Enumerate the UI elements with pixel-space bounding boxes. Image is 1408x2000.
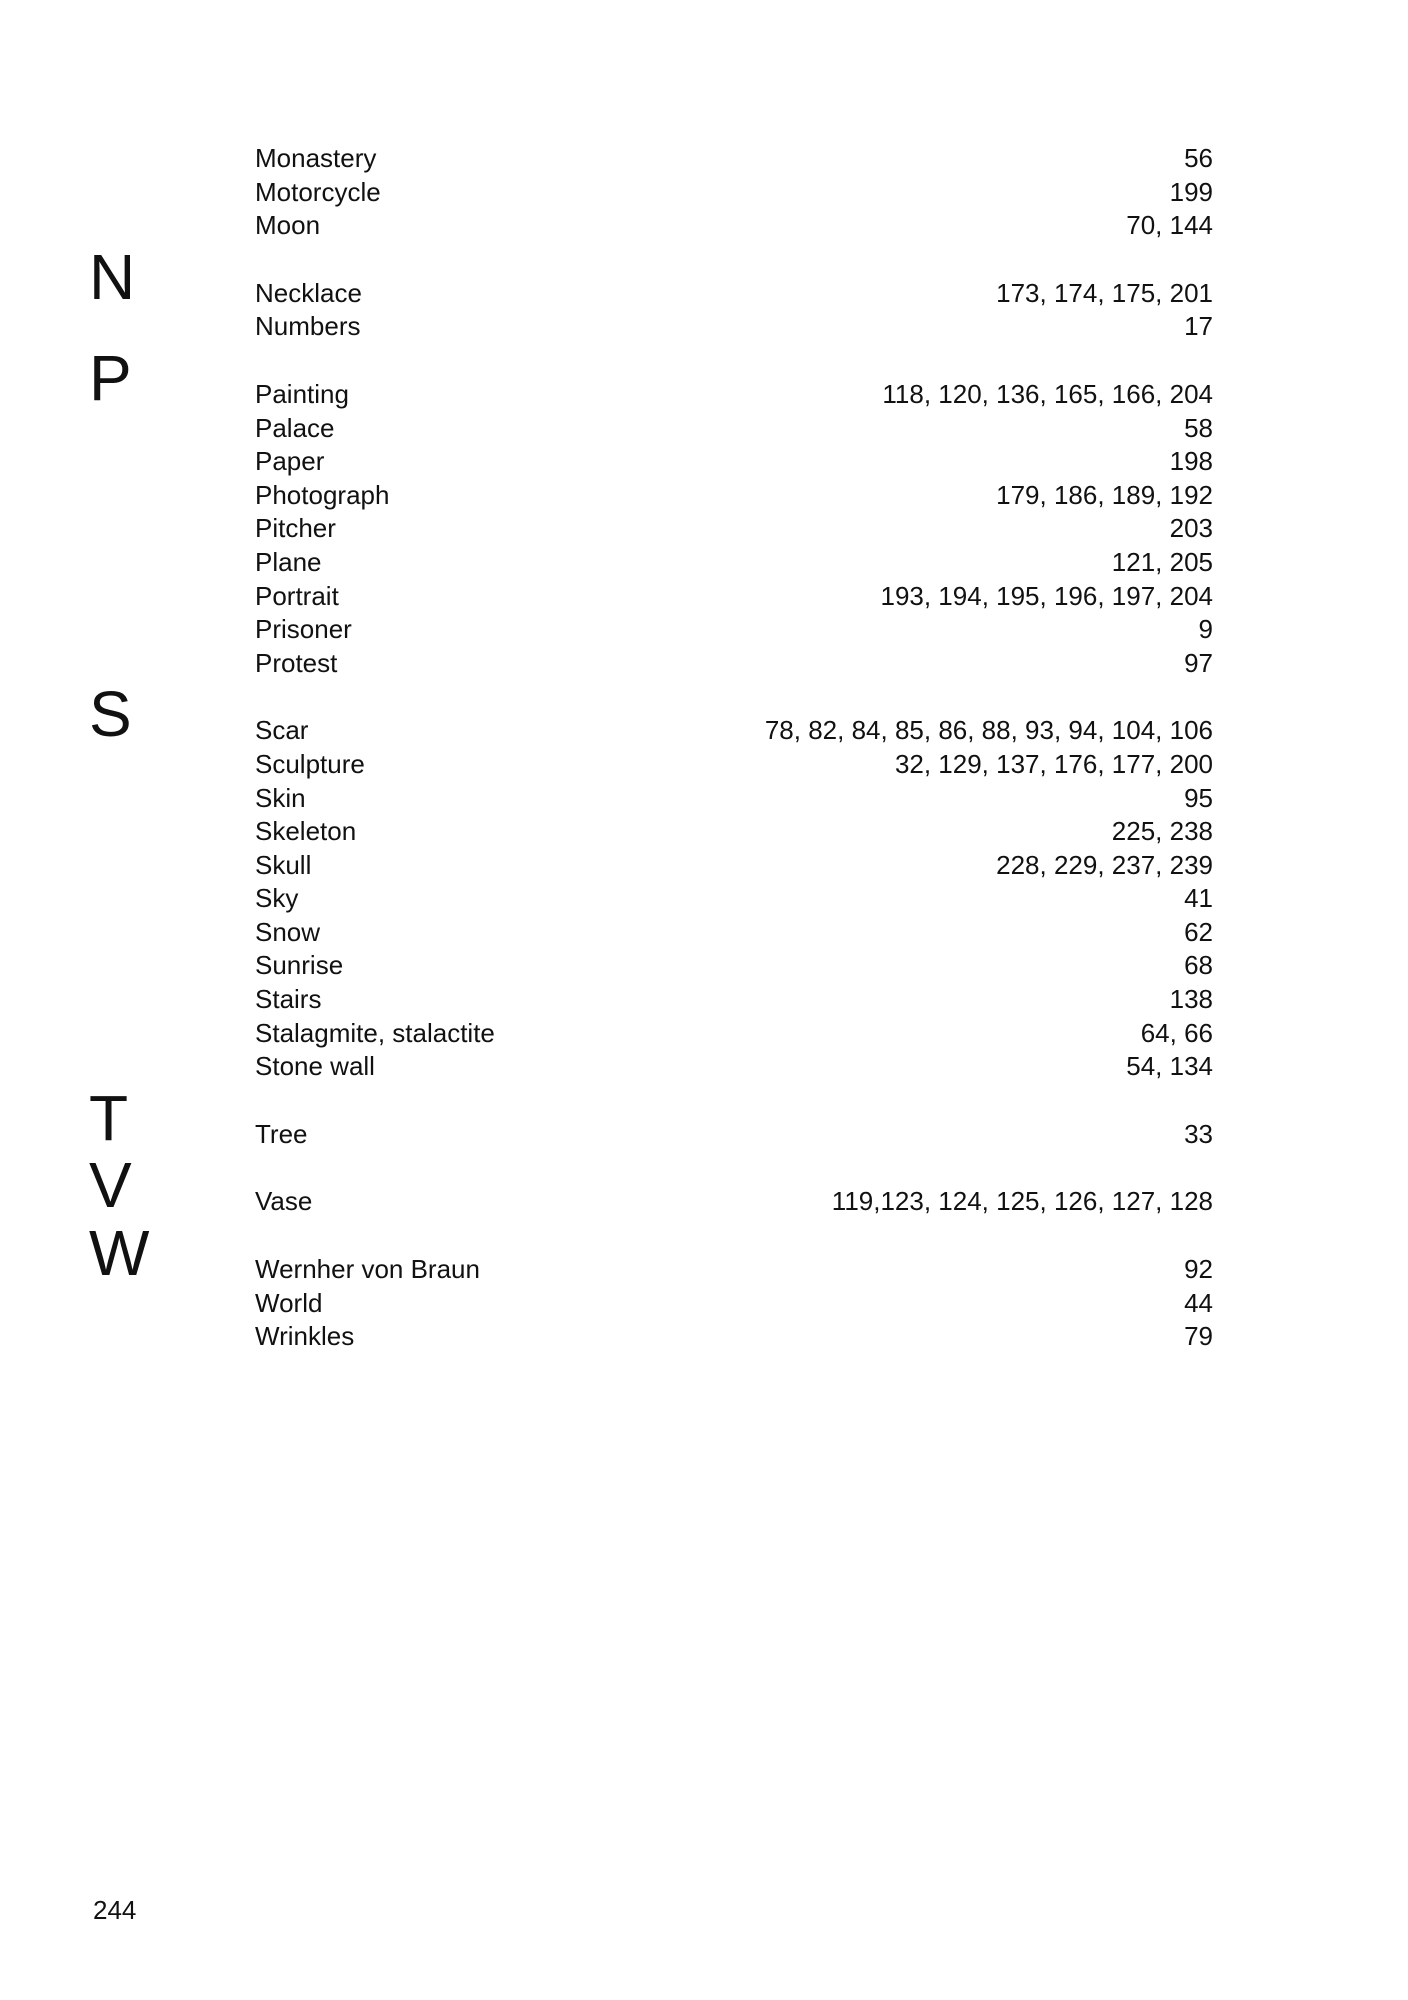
index-page-refs: 179, 186, 189, 192 xyxy=(996,479,1213,510)
index-term: World xyxy=(255,1287,323,1318)
index-entry xyxy=(0,1050,1408,1084)
index-entry xyxy=(0,580,1408,614)
section-letter: N xyxy=(89,240,136,313)
index-term: Moon xyxy=(255,210,321,241)
index-entry xyxy=(0,882,1408,916)
index-page-refs: 56 xyxy=(1184,143,1213,173)
index-list xyxy=(0,142,1408,1354)
index-term: Sculpture xyxy=(255,748,365,779)
section-letter: P xyxy=(89,341,132,414)
index-page-refs: 138 xyxy=(1169,984,1213,1015)
index-term: Skin xyxy=(255,782,306,813)
index-group xyxy=(0,678,1408,1084)
index-entry xyxy=(0,142,1408,176)
index-entry xyxy=(0,1253,1408,1287)
index-entry xyxy=(0,310,1408,344)
index-page-refs: 33 xyxy=(1184,1118,1213,1149)
index-page-refs: 79 xyxy=(1184,1321,1213,1352)
index-entry xyxy=(0,714,1408,748)
index-entry xyxy=(0,479,1408,513)
index-term: Painting xyxy=(255,378,349,409)
index-entry xyxy=(0,209,1408,243)
section-letter: V xyxy=(89,1149,132,1222)
index-entry xyxy=(0,546,1408,580)
index-page-refs: 17 xyxy=(1184,311,1213,342)
index-page-refs: 228, 229, 237, 239 xyxy=(996,849,1213,880)
index-entry xyxy=(0,782,1408,816)
index-term: Tree xyxy=(255,1118,308,1149)
index-page-refs: 203 xyxy=(1169,513,1213,544)
index-group xyxy=(0,341,1408,680)
index-entry xyxy=(0,815,1408,849)
index-group xyxy=(0,240,1408,344)
index-term: Stone wall xyxy=(255,1051,375,1082)
index-page-refs: 68 xyxy=(1184,950,1213,981)
index-term: Motorcycle xyxy=(255,176,381,207)
index-term: Stairs xyxy=(255,984,322,1015)
index-entry xyxy=(0,1320,1408,1354)
index-term: Pitcher xyxy=(255,513,336,544)
section-letter: W xyxy=(89,1217,150,1290)
index-page-refs: 70, 144 xyxy=(1126,210,1213,241)
index-term: Portrait xyxy=(255,580,339,611)
index-entry xyxy=(0,176,1408,210)
index-page-refs: 225, 238 xyxy=(1111,816,1213,847)
index-term: Necklace xyxy=(255,277,362,308)
index-entry xyxy=(0,512,1408,546)
index-term: Plane xyxy=(255,546,322,577)
index-entry xyxy=(0,983,1408,1017)
index-entry xyxy=(0,1287,1408,1321)
index-page-refs: 97 xyxy=(1184,647,1213,678)
index-entry xyxy=(0,748,1408,782)
index-page-refs: 44 xyxy=(1184,1287,1213,1318)
index-term: Snow xyxy=(255,916,321,947)
index-page-refs: 9 xyxy=(1198,614,1213,645)
index-group xyxy=(0,1217,1408,1354)
section-letter: T xyxy=(89,1081,129,1154)
index-page-refs: 121, 205 xyxy=(1111,546,1213,577)
index-group xyxy=(0,1081,1408,1154)
index-term: Protest xyxy=(255,647,338,678)
section-letter: S xyxy=(89,678,132,751)
index-term: Palace xyxy=(255,412,335,443)
index-entry xyxy=(0,849,1408,883)
index-term: Sunrise xyxy=(255,950,344,981)
index-page-refs: 41 xyxy=(1184,883,1213,914)
index-term: Numbers xyxy=(255,311,361,342)
index-term: Prisoner xyxy=(255,614,352,645)
index-term: Vase xyxy=(255,1186,313,1217)
index-page-refs: 78, 82, 84, 85, 86, 88, 93, 94, 104, 106 xyxy=(764,715,1213,746)
index-entry xyxy=(0,277,1408,311)
index-page-refs: 92 xyxy=(1184,1254,1213,1285)
index-page-refs: 173, 174, 175, 201 xyxy=(996,277,1213,308)
index-entry xyxy=(0,613,1408,647)
index-term: Wrinkles xyxy=(255,1321,355,1352)
index-entry xyxy=(0,445,1408,479)
index-page-refs: 199 xyxy=(1169,176,1213,207)
index-group xyxy=(0,1149,1408,1222)
index-term: Monastery xyxy=(255,143,377,173)
index-term: Skeleton xyxy=(255,816,357,847)
index-page-refs: 198 xyxy=(1169,446,1213,477)
index-term: Stalagmite, stalactite xyxy=(255,1017,495,1048)
page-number: 244 xyxy=(93,1895,137,1925)
index-entry xyxy=(0,412,1408,446)
index-entry xyxy=(0,1118,1408,1152)
index-page-refs: 118, 120, 136, 165, 166, 204 xyxy=(882,378,1213,409)
index-page-refs: 119,123, 124, 125, 126, 127, 128 xyxy=(831,1186,1213,1217)
index-page-refs: 58 xyxy=(1184,412,1213,443)
index-term: Wernher von Braun xyxy=(255,1254,480,1285)
index-page-refs: 193, 194, 195, 196, 197, 204 xyxy=(880,580,1213,611)
index-term: Skull xyxy=(255,849,312,880)
index-entry xyxy=(0,916,1408,950)
index-entry xyxy=(0,378,1408,412)
index-entry xyxy=(0,1017,1408,1051)
index-page-refs: 32, 129, 137, 176, 177, 200 xyxy=(894,748,1213,779)
index-page-refs: 54, 134 xyxy=(1126,1051,1213,1082)
index-page-refs: 62 xyxy=(1184,916,1213,947)
index-term: Photograph xyxy=(255,479,390,510)
index-page-refs: 95 xyxy=(1184,782,1213,813)
index-term: Scar xyxy=(255,715,309,746)
index-entry xyxy=(0,1185,1408,1219)
index-term: Sky xyxy=(255,883,299,914)
index-page-refs: 64, 66 xyxy=(1140,1017,1213,1048)
index-group xyxy=(0,142,1408,243)
index-entry xyxy=(0,647,1408,681)
index-term: Paper xyxy=(255,446,325,477)
index-entry xyxy=(0,949,1408,983)
